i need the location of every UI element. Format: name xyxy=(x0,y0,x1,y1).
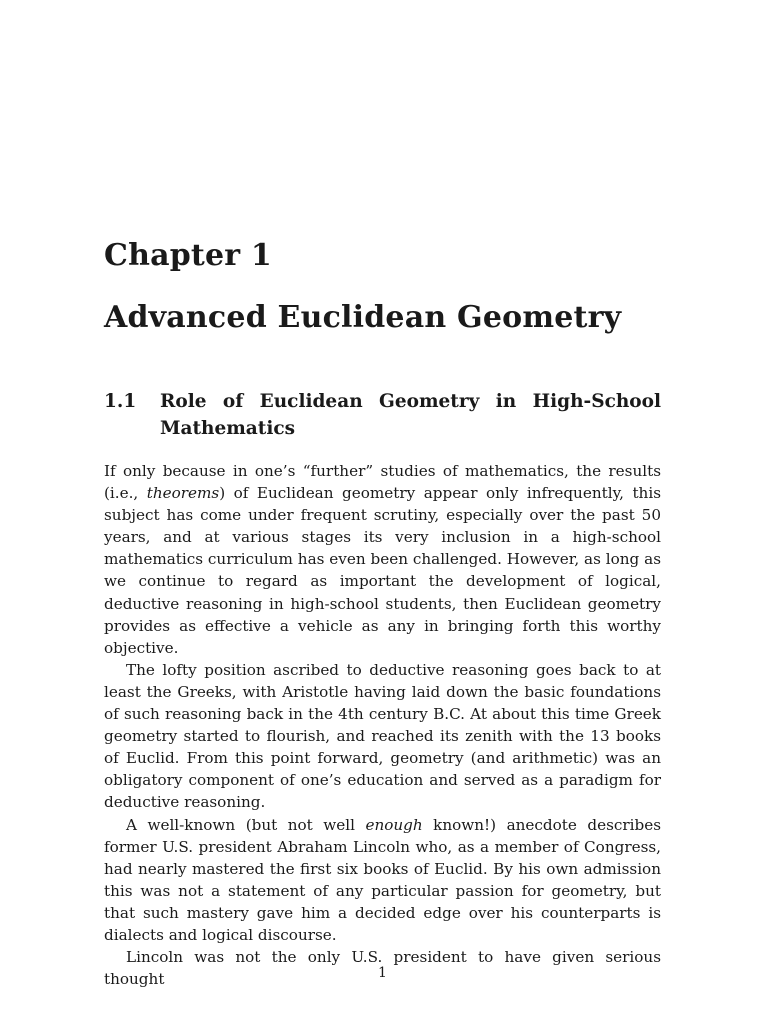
paragraph-3-text-b: known!) anecdote describes former U.S. president Abraham Lincoln who, as a member of Congress, had nearly mastered the first six books of Euclid. By his own admission this was not a statement of any particular passion for geometry, but that such mastery gave him a decided edge over his counterparts is dialects and logical discourse. xyxy=(104,815,661,944)
document-page xyxy=(104,0,661,1024)
paragraph-1-emphasis: theorems xyxy=(146,484,220,503)
paragraph-3-text-a: A well-known (but not well xyxy=(126,815,366,834)
paragraph-1-text-b: ) of Euclidean geometry appear only infrequently, this subject has come under frequent scrutiny, especially over the past 50 years, and at various stages its very inclusion in a high-school mathematics curriculum has even been challenged. However, as long as we continue to regard as important the development of logical, deductive reasoning in high-school students, then Euclidean geometry provides as effective a vehicle as any in bringing forth this worthy objective. xyxy=(104,484,661,657)
paragraph-1 xyxy=(104,460,661,659)
body-text xyxy=(104,460,661,990)
page-number: 1 xyxy=(378,965,387,981)
paragraph-1-text-a: If only because in one’s “further” studies of mathematics, the results (i.e., xyxy=(104,462,661,503)
paragraph-4: Lincoln was not the only U.S. president to have given serious thought xyxy=(104,948,661,989)
section-heading xyxy=(104,388,661,442)
section-number: 1.1 xyxy=(104,391,137,412)
paragraph-3-emphasis: enough xyxy=(365,815,423,834)
chapter-label: Chapter 1 xyxy=(104,238,272,273)
paragraph-2: The lofty position ascribed to deductive reasoning goes back to at least the Greeks, with Aristotle having laid down the basic foundations of such reasoning back in the 4th century B.C. At about this time Greek geometry started to flourish, and reached its zenith with the 13 books of Euclid. From this point forward, geometry (and arithmetic) was an obligatory component of one’s education and served as a paradigm for deductive reasoning. xyxy=(104,660,661,812)
chapter-title: Advanced Euclidean Geometry xyxy=(104,300,622,335)
section-title: Role of Euclidean Geometry in High-School Mathematics xyxy=(160,391,661,439)
paragraph-3 xyxy=(104,814,661,947)
